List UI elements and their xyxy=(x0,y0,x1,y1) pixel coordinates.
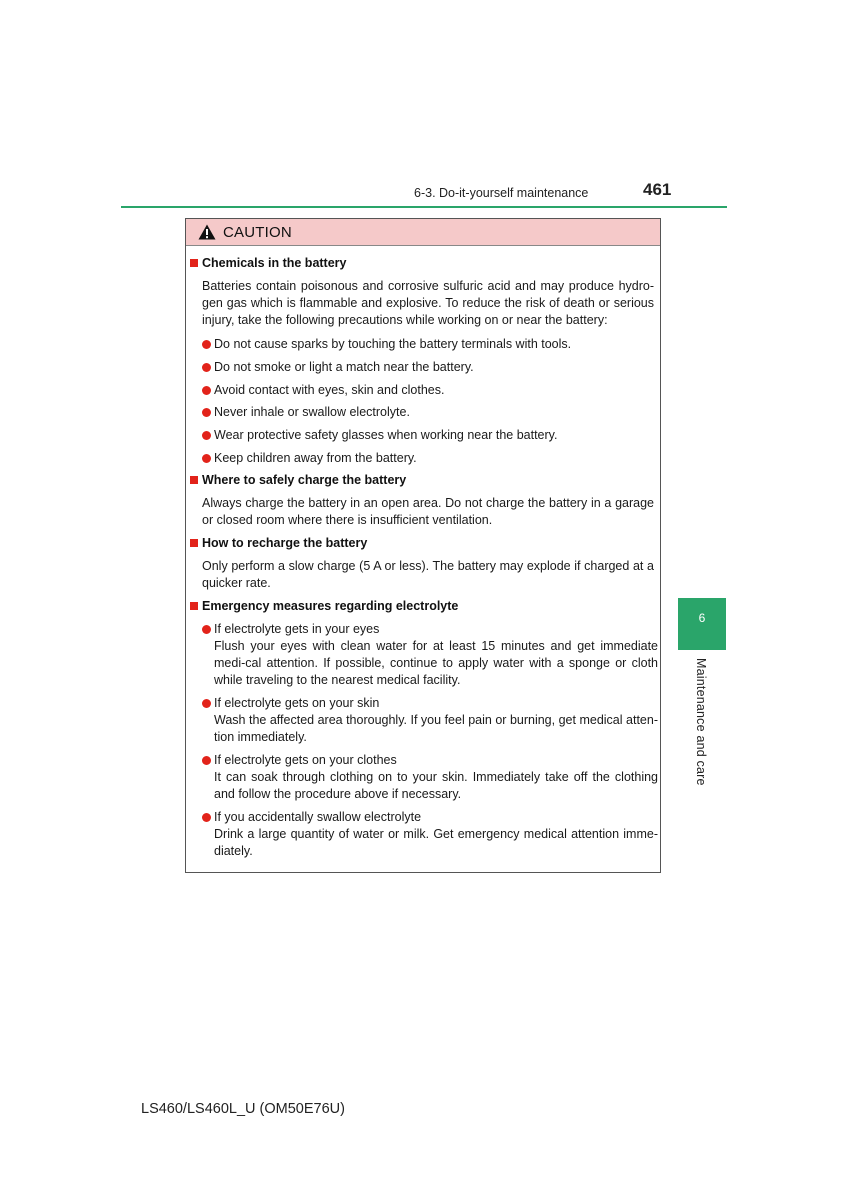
list-item-text: Keep children away from the battery. xyxy=(214,451,417,465)
emergency-item-title xyxy=(202,621,658,638)
list-item-text: Never inhale or swallow electrolyte. xyxy=(214,405,410,419)
list-item xyxy=(202,404,658,421)
caution-title: CAUTION xyxy=(223,223,292,241)
list-item-text: If you accidentally swallow electrolyte xyxy=(214,810,422,824)
footer-model: LS460/LS460L_U (OM50E76U) xyxy=(141,1101,345,1117)
round-bullet-icon xyxy=(202,813,211,822)
square-bullet-icon xyxy=(190,259,198,267)
emergency-item-title xyxy=(202,809,658,826)
section-heading-chemicals xyxy=(190,256,347,270)
section-heading-text: Emergency measures regarding electrolyte xyxy=(202,599,459,613)
emergency-item-text: It can soak through clothing on to your skin. Immediately take off the clothing and follow the procedure above if necessary. xyxy=(214,770,658,802)
round-bullet-icon xyxy=(202,386,211,395)
list-item xyxy=(202,359,658,376)
round-bullet-icon xyxy=(202,699,211,708)
round-bullet-icon xyxy=(202,340,211,349)
list-item-text: If electrolyte gets on your clothes xyxy=(214,753,397,767)
chapter-label: Maintenance and care xyxy=(694,658,708,786)
list-item-text: If electrolyte gets on your skin xyxy=(214,696,380,710)
section-heading-emergency xyxy=(190,599,458,613)
chapter-number: 6 xyxy=(698,611,706,625)
list-item xyxy=(202,427,658,444)
page-number: 461 xyxy=(643,180,672,199)
round-bullet-icon xyxy=(202,431,211,440)
list-item xyxy=(202,450,658,467)
section-heading-recharge xyxy=(190,536,367,550)
round-bullet-icon xyxy=(202,625,211,634)
emergency-item-title xyxy=(202,752,658,769)
emergency-item-title xyxy=(202,695,658,712)
section-paragraph-recharge: Only perform a slow charge (5 A or less). The battery may explode if charged at a quicker rate. xyxy=(202,559,654,591)
header-divider xyxy=(121,206,727,208)
section-heading-text: How to recharge the battery xyxy=(202,536,368,550)
list-item xyxy=(202,336,658,353)
list-item-text: Do not smoke or light a match near the battery. xyxy=(214,360,474,374)
square-bullet-icon xyxy=(190,602,198,610)
section-paragraph-chemicals: Batteries contain poisonous and corrosive sulfuric acid and may produce hydro-gen gas which is flammable and explosive. To reduce the risk of death or serious injury, take the following precautions while working on or near the battery: xyxy=(202,279,654,328)
round-bullet-icon xyxy=(202,454,211,463)
list-item xyxy=(202,382,658,399)
emergency-item-text: Flush your eyes with clean water for at least 15 minutes and get immediate medi-cal attention. If possible, continue to apply water with a sponge or cloth while traveling to the nearest medical facility. xyxy=(214,639,658,688)
list-item-text: Do not cause sparks by touching the battery terminals with tools. xyxy=(214,337,572,351)
section-heading-text: Where to safely charge the battery xyxy=(202,473,407,487)
section-heading-text: Chemicals in the battery xyxy=(202,256,347,270)
section-title: 6-3. Do-it-yourself maintenance xyxy=(414,186,589,200)
list-item-text: If electrolyte gets in your eyes xyxy=(214,622,380,636)
square-bullet-icon xyxy=(190,539,198,547)
round-bullet-icon xyxy=(202,363,211,372)
warning-triangle-icon xyxy=(198,224,216,240)
chapter-tab xyxy=(678,598,726,650)
list-item-text: Wear protective safety glasses when working near the battery. xyxy=(214,428,558,442)
list-item-text: Avoid contact with eyes, skin and clothes. xyxy=(214,383,445,397)
emergency-item-text: Drink a large quantity of water or milk. Get emergency medical attention imme-diately. xyxy=(214,827,658,859)
round-bullet-icon xyxy=(202,756,211,765)
emergency-item-text: Wash the affected area thoroughly. If you feel pain or burning, get medical atten-tion immediately. xyxy=(214,713,658,745)
square-bullet-icon xyxy=(190,476,198,484)
round-bullet-icon xyxy=(202,408,211,417)
caution-header xyxy=(186,219,660,246)
caution-box xyxy=(185,218,661,873)
section-heading-charge-location xyxy=(190,473,406,487)
section-paragraph-charge-location: Always charge the battery in an open area. Do not charge the battery in a garage or closed room where there is insufficient ventilation. xyxy=(202,496,654,528)
